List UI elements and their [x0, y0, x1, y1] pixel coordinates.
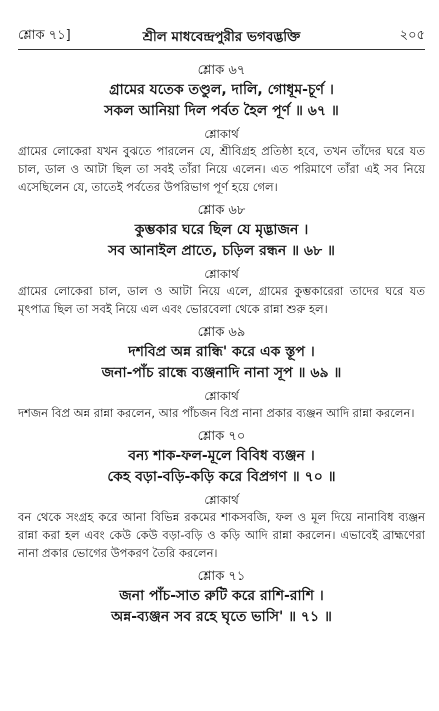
- verse-line: দশবিপ্র অন্ন রান্ধি' করে এক স্তূপ ।: [128, 344, 315, 360]
- verse-line: বন্য শাক-ফল-মূলে বিবিধ ব্যঞ্জন ।: [128, 448, 315, 464]
- verse-71: [18, 568, 425, 628]
- header-rule: [18, 49, 425, 50]
- translation-title: শ্লোকার্থ: [204, 389, 239, 403]
- translation-title: শ্লোকার্থ: [204, 127, 239, 141]
- verse-line: গ্রামের যতেক তণ্ডুল, দালি, গোধূম-চূর্ণ ।: [109, 82, 334, 98]
- page-header: [18, 26, 425, 46]
- verse-title: শ্লোক ৭১: [197, 569, 246, 584]
- verse-title: শ্লোক ৬৭: [197, 63, 246, 78]
- verse-title: শ্লোক ৭০: [197, 429, 246, 444]
- verse-line: অন্ন-ব্যঞ্জন সব রহে ঘৃতে ভাসি' ॥ ৭১ ॥: [111, 609, 332, 625]
- translation-body: বন থেকে সংগ্রহ করে আনা বিভিন্ন রকমের শাকসবজি, ফল ও মূল দিয়ে নানাবিধ ব্যঞ্জন রান্না করা হল এবং কেউ কেউ বড়া-বড়ি ও কড়ি আদি রান্না করলেন। এভাবেই ব্রাহ্মণেরা নানা প্রকার ভোগের উপকরণ তৈরি করলেন।: [18, 510, 425, 560]
- translation-body: গ্রামের লোকেরা চাল, ডাল ও আটা নিয়ে এলে, গ্রামের কুম্ভকারেরা তাদের ঘরে যত মৃৎপাত্র ছিল তা সবই নিয়ে এল এবং ভোরবেলা থেকে রান্না শুরু হল।: [18, 284, 425, 316]
- verse-line: সকল আনিয়া দিল পর্বত হৈল পূর্ণ ॥ ৬৭ ॥: [104, 103, 339, 119]
- verse-70: [18, 428, 425, 562]
- verse-line: সব আনাইল প্রাতে, চড়িল রন্ধন ॥ ৬৮ ॥: [108, 243, 335, 259]
- verse-title: শ্লোক ৬৮: [197, 203, 246, 218]
- translation-title: শ্লোকার্থ: [204, 267, 239, 281]
- page-content: [18, 62, 425, 634]
- verse-title: শ্লোক ৬৯: [197, 325, 246, 340]
- verse-68: [18, 202, 425, 318]
- verse-69: [18, 324, 425, 422]
- header-page-number: ২০৫: [399, 28, 425, 43]
- verse-line: কেহ বড়া-বড়ি-কড়ি করে বিপ্রগণ ॥ ৭০ ॥: [107, 469, 336, 485]
- verse-line: কুম্ভকার ঘরে ছিল যে মৃদ্ভাজন ।: [134, 222, 309, 238]
- translation-body: দশজন বিপ্র অন্ন রান্না করলেন, আর পাঁচজন বিপ্র নানা প্রকার ব্যঞ্জন আদি রান্না করলেন।: [18, 406, 415, 420]
- verse-line: জনা পাঁচ-সাত রুটি করে রাশি-রাশি ।: [119, 588, 324, 604]
- header-verse-ref: শ্লোক ৭১]: [18, 28, 71, 43]
- verse-67: [18, 62, 425, 196]
- translation-body: গ্রামের লোকেরা যখন বুঝতে পারলেন যে, শ্রীবিগ্রহ প্রতিষ্ঠা হবে, তখন তাঁদের ঘরে যত চাল, ডাল ও আটা ছিল তা সবই তাঁরা নিয়ে এলেন। এত পরিমাণে তাঁরা এই সব নিয়ে এসেছিলেন যে, তাতেই পর্বতের উপরিভাগ পূর্ণ হয়ে গেল।: [18, 144, 425, 194]
- header-chapter-title: শ্রীল মাধবেন্দ্রপুরীর ভগবদ্ভক্তি: [142, 29, 301, 45]
- verse-line: জনা-পাঁচ রান্ধে ব্যঞ্জনাদি নানা সূপ ॥ ৬৯ ॥: [101, 365, 342, 381]
- translation-title: শ্লোকার্থ: [204, 493, 239, 507]
